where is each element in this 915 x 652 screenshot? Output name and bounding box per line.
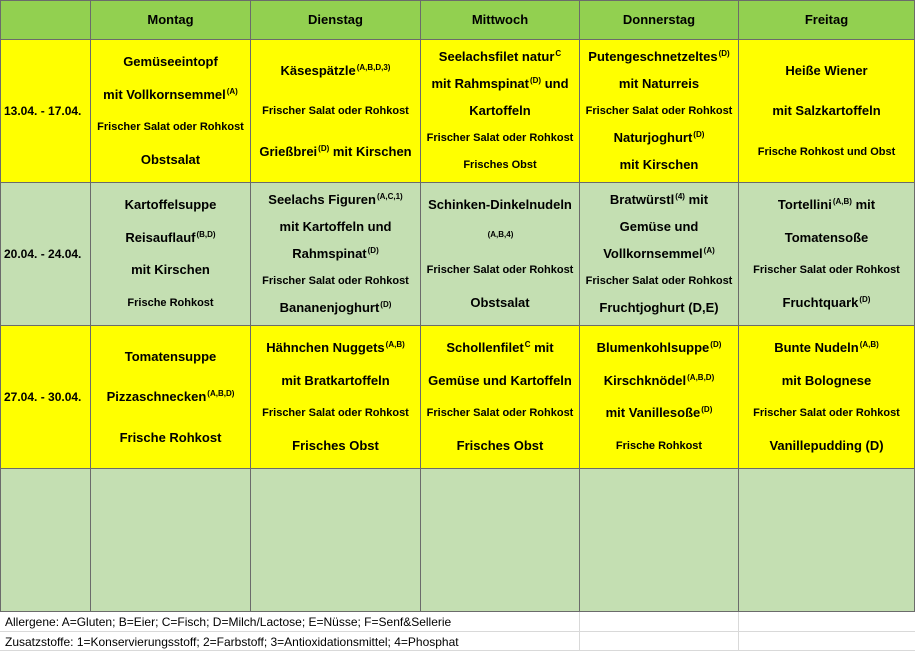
week-1-date[interactable]: 13.04. - 17.04. [0, 40, 91, 183]
menu-line [266, 338, 405, 358]
week-2-tuesday[interactable] [251, 183, 421, 326]
menu-line [97, 117, 244, 137]
dish-text: Frischer Salat oder Rohkost [426, 264, 574, 277]
menu-line [125, 347, 217, 367]
dish-text: Tomatensuppe [124, 348, 217, 364]
empty-row-monday[interactable] [91, 469, 251, 612]
dish-text: mit Vanillesoße [605, 405, 701, 421]
menu-line [125, 195, 217, 215]
allergen-code: (A,B,D) [687, 372, 715, 382]
allergene-legend[interactable]: Allergene: A=Gluten; B=Eier; C=Fisch; D=Milch/Lactose; E=Nüsse; F=Senf&Sellerie [0, 612, 915, 632]
empty-row-label-cell[interactable] [0, 469, 91, 612]
dish-text: Schinken-Dinkelnudeln [428, 197, 572, 213]
empty-row-tuesday[interactable] [251, 469, 421, 612]
dish-text: Obstsalat [140, 151, 201, 167]
allergen-code: (A,B,4) [487, 229, 514, 239]
menu-line [428, 371, 572, 391]
menu-line [753, 403, 900, 423]
menu-line [603, 244, 715, 264]
allergen-code: (D) [701, 405, 713, 415]
dish-text: Gemüse und [619, 219, 699, 234]
header-tuesday[interactable]: Dienstag [251, 0, 421, 40]
menu-line [463, 155, 536, 175]
dish-text: Heiße Wiener [785, 62, 868, 78]
dish-text: Frischer Salat oder Rohkost [585, 275, 733, 287]
menu-line [107, 387, 235, 407]
menu-line [606, 403, 713, 423]
dish-text: mit Naturreis [618, 76, 700, 91]
menu-line [281, 61, 391, 81]
dish-text: Frischer Salat oder Rohkost [97, 121, 244, 134]
menu-line [785, 61, 867, 81]
menu-line [619, 74, 699, 94]
dish-text: mit Kirschen [619, 157, 699, 172]
dish-text: Frisches Obst [463, 159, 537, 171]
footer-gridline [738, 612, 739, 651]
menu-line [604, 371, 714, 391]
menu-line [446, 338, 553, 358]
dish-text: mit Rahmspinat [431, 76, 529, 91]
menu-line [586, 101, 733, 121]
menu-line [439, 47, 561, 67]
menu-line [614, 128, 705, 148]
menu-line [123, 52, 218, 72]
dish-text: Frisches Obst [456, 437, 544, 453]
dish-text: Kartoffelsuppe [124, 197, 217, 213]
allergen-code: (D) [380, 300, 392, 309]
dish-text: Frischer Salat oder Rohkost [426, 407, 574, 420]
allergen-code: (B,D) [196, 229, 216, 239]
dish-text: Kartoffeln [469, 103, 531, 118]
header-wednesday[interactable]: Mittwoch [421, 0, 580, 40]
week-3-monday[interactable] [91, 326, 251, 469]
menu-line [599, 298, 718, 318]
dish-text: Reisauflauf [125, 229, 196, 245]
week-3-friday[interactable] [739, 326, 915, 469]
dish-text: Bunte Nudeln [774, 340, 859, 356]
footer-gridline [579, 612, 580, 651]
dish-text: Frisches Obst [292, 437, 379, 453]
menu-line [783, 293, 871, 313]
dish-text: Vollkornsemmel [603, 246, 703, 261]
allergen-code: (D) [693, 130, 705, 139]
week-1-wednesday[interactable] [421, 40, 580, 183]
menu-line [469, 101, 530, 121]
menu-line [281, 371, 389, 391]
allergen-code: (D) [718, 49, 730, 58]
dish-text: Putengeschnetzeltes [588, 49, 718, 64]
week-1-tuesday[interactable] [251, 40, 421, 183]
allergen-code: (D) [859, 294, 871, 304]
menu-line [588, 47, 729, 67]
dish-text: Fruchtjoghurt (D,E) [599, 300, 719, 315]
menu-line [262, 403, 409, 423]
menu-line [120, 428, 222, 448]
menu-line [758, 142, 896, 162]
week-2-friday[interactable] [739, 183, 915, 326]
allergen-code: (A,B) [832, 197, 852, 207]
dish-text: Gemüseeintopf [123, 54, 218, 70]
allergen-code: (D) [710, 340, 722, 350]
empty-row-wednesday[interactable] [421, 469, 580, 612]
dish-text: Pizzaschnecken [106, 389, 207, 404]
dish-text: Frische Rohkost [615, 439, 703, 452]
week-2-date[interactable]: 20.04. - 24.04. [0, 183, 91, 326]
header-corner-cell[interactable] [0, 0, 91, 40]
dish-text: mit Bolognese [781, 372, 872, 388]
dish-text: Frischer Salat oder Rohkost [262, 275, 409, 287]
dish-text: Frischer Salat oder Rohkost [262, 105, 409, 117]
dish-text: Frische Rohkost [119, 429, 222, 445]
dish-text: Frischer Salat oder Rohkost [753, 407, 900, 420]
dish-text: Frischer Salat oder Rohkost [426, 132, 574, 144]
menu-line [268, 190, 402, 210]
menu-line [292, 436, 379, 456]
menu-line [125, 228, 215, 248]
week-2-thursday[interactable] [580, 183, 739, 326]
menu-line [586, 271, 733, 291]
week-3-date[interactable]: 27.04. - 30.04. [0, 326, 91, 469]
menu-line [262, 101, 409, 121]
dish-text: Blumenkohlsuppe [596, 340, 710, 356]
menu-line [428, 195, 572, 215]
menu-line [259, 142, 411, 162]
dish-text: Frischer Salat oder Rohkost [753, 264, 900, 277]
menu-line [431, 74, 568, 94]
allergen-code: (4) [675, 192, 685, 201]
menu-line [131, 260, 210, 280]
menu-line [427, 403, 574, 423]
dish-text: Bananenjoghurt [279, 300, 380, 315]
menu-line [774, 338, 879, 358]
menu-line [141, 150, 200, 170]
menu-line [280, 217, 392, 237]
allergen-code: (A,B,D) [207, 389, 235, 398]
dish-text: Frischer Salat oder Rohkost [262, 407, 409, 420]
menu-line [778, 195, 875, 215]
menu-line [597, 338, 722, 358]
allergen-code: (A) [226, 86, 238, 96]
menu-line [620, 217, 699, 237]
dish-text-continued: mit [684, 192, 709, 207]
menu-line [616, 436, 702, 456]
dish-text: Vanillepudding (D) [769, 437, 884, 453]
zusatzstoffe-legend[interactable]: Zusatzstoffe: 1=Konservierungsstoff; 2=Farbstoff; 3=Antioxidationsmittel; 4=Phosphat [0, 632, 915, 651]
dish-text: mit Kartoffeln und [279, 219, 392, 234]
week-3-tuesday[interactable] [251, 326, 421, 469]
week-3-thursday[interactable] [580, 326, 739, 469]
menu-line [610, 190, 708, 210]
dish-text: Grießbrei [259, 143, 318, 159]
menu-line [427, 128, 574, 148]
header-monday[interactable]: Montag [91, 0, 251, 40]
allergen-code: (D) [529, 76, 542, 85]
dish-text: Obstsalat [470, 294, 530, 310]
menu-line [127, 293, 213, 313]
menu-line [785, 228, 869, 248]
menu-line [769, 436, 883, 456]
dish-text: Käsespätzle [280, 62, 356, 78]
header-thursday[interactable]: Donnerstag [580, 0, 739, 40]
menu-line [292, 244, 379, 264]
dish-text: mit Bratkartoffeln [281, 372, 390, 388]
dish-text: Seelachs Figuren [268, 192, 376, 207]
dish-text: Frischer Salat oder Rohkost [585, 105, 733, 117]
menu-line [103, 85, 238, 105]
dish-text: Hähnchen Nuggets [266, 340, 385, 356]
menu-line [753, 260, 900, 280]
allergen-code: (D) [367, 246, 379, 255]
menu-line [457, 436, 544, 456]
menu-line [772, 101, 880, 121]
dish-text: Naturjoghurt [613, 130, 693, 145]
menu-line [620, 155, 699, 175]
dish-text: Fruchtquark [782, 294, 859, 310]
allergen-code: C [555, 49, 562, 58]
dish-text: Frische Rohkost [127, 296, 214, 309]
dish-text: Kirschknödel [603, 372, 687, 388]
allergen-code: (A,C,1) [376, 192, 403, 201]
week-1-monday[interactable] [91, 40, 251, 183]
week-2-wednesday[interactable] [421, 183, 580, 326]
dish-text: Frische Rohkost und Obst [757, 145, 896, 158]
week-2-monday[interactable] [91, 183, 251, 326]
menu-line [487, 228, 514, 248]
dish-text-continued: und [541, 76, 569, 91]
week-1-thursday[interactable] [580, 40, 739, 183]
empty-row-thursday[interactable] [580, 469, 739, 612]
week-3-wednesday[interactable] [421, 326, 580, 469]
allergen-code: (A,B) [385, 340, 405, 350]
dish-text: Tomatensoße [784, 229, 869, 245]
dish-text: Schollenfilet [446, 340, 524, 356]
menu-line [427, 260, 574, 280]
dish-text: Seelachsfilet natur [438, 49, 555, 64]
allergen-code: (A) [703, 246, 715, 255]
dish-text-continued: mit [530, 340, 554, 356]
menu-line [470, 293, 529, 313]
menu-line [782, 371, 872, 391]
dish-text: mit Salzkartoffeln [772, 103, 881, 118]
allergen-code: (A,B) [859, 340, 879, 350]
dish-text: mit Kirschen [131, 262, 210, 278]
allergen-code: (A,B,D,3) [356, 62, 391, 72]
dish-text: Tortellini [777, 197, 832, 213]
allergen-code: C [524, 340, 531, 350]
dish-text: Rahmspinat [292, 246, 367, 261]
menu-line [262, 271, 409, 291]
dish-text: Gemüse und Kartoffeln [428, 372, 572, 388]
empty-row-friday[interactable] [739, 469, 915, 612]
menu-line [280, 298, 392, 318]
dish-text: Bratwürstl [609, 192, 675, 207]
header-friday[interactable]: Freitag [739, 0, 915, 40]
dish-text: mit Vollkornsemmel [103, 86, 226, 102]
dish-text-continued: mit Kirschen [329, 143, 412, 159]
allergen-code: (D) [318, 143, 330, 153]
week-1-friday[interactable] [739, 40, 915, 183]
dish-text-continued: mit [851, 197, 876, 213]
